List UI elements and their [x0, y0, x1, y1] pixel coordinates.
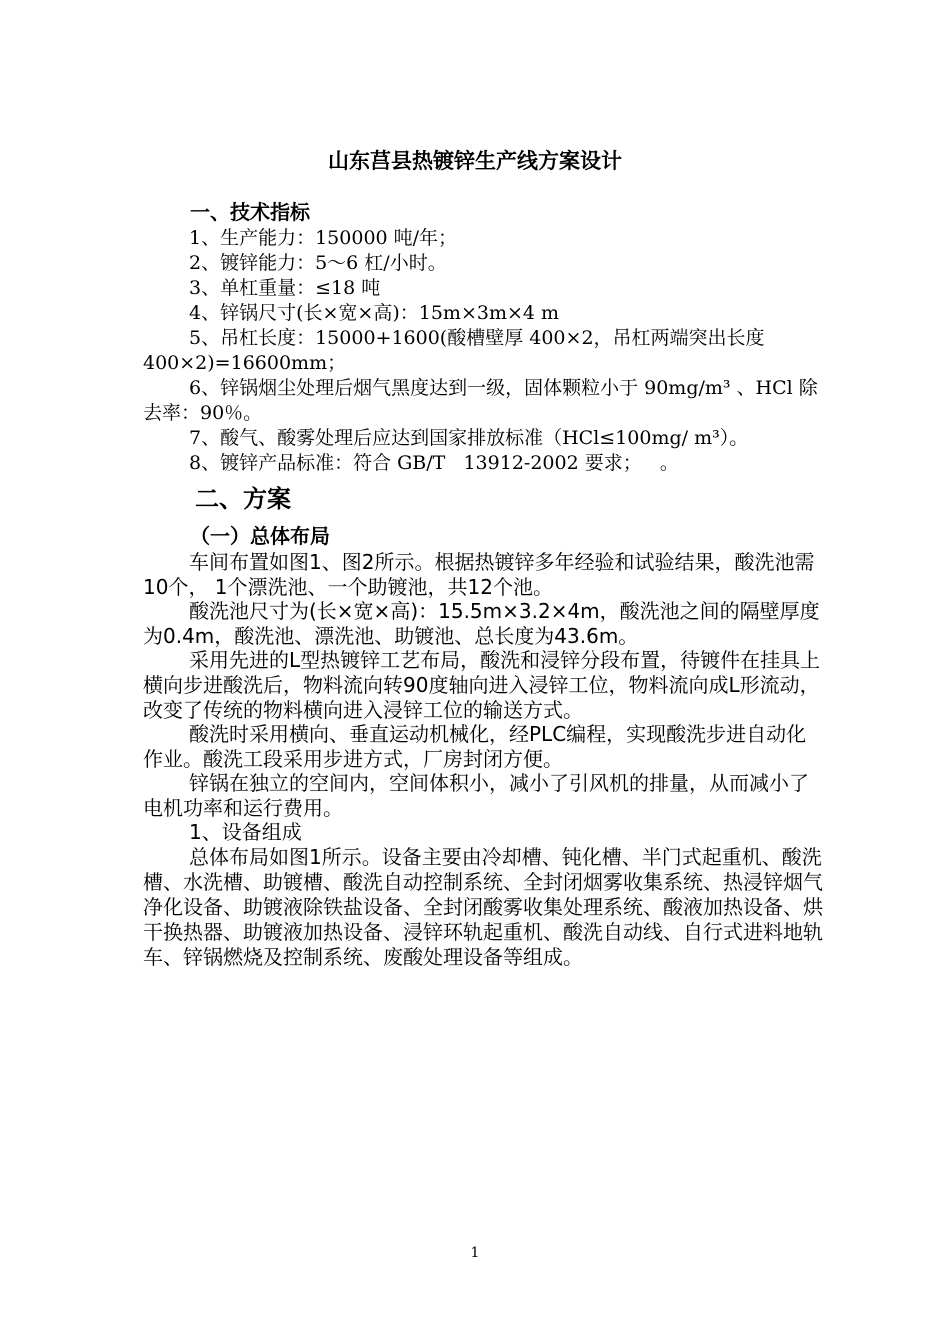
spec-item: 1、生产能力：150000 吨/年； — [189, 227, 458, 249]
body-paragraph: 车间布置如图1、图2所示。根据热镀锌多年经验和试验结果，酸洗池需10个， 1个漂洗池、一个助镀池，共12个池。 — [143, 550, 815, 599]
body-paragraph: 酸洗时采用横向、垂直运动机械化，经PLC编程，实现酸洗步进自动化作业。酸洗工段采用步进方式，厂房封闭方便。 — [143, 722, 807, 771]
body-paragraph: 酸洗池尺寸为(长×宽×高)：15.5m×3.2×4m，酸洗池之间的隔壁厚度为0.4m，酸洗池、漂洗池、助镀池、总长度为43.6m。 — [143, 599, 820, 648]
subsection-heading-overall-layout: （一）总体布局 — [190, 524, 330, 548]
spec-item: 8、镀锌产品标准：符合 GB/T 13912-2002 要求； 。 — [189, 452, 679, 474]
section-heading-technical-specs: 一、技术指标 — [190, 200, 310, 224]
spec-item: 7、酸气、酸雾处理后应达到国家排放标准（HCl≤100mg/ m³）。 — [189, 427, 749, 449]
spec-item: 5、吊杠长度：15000+1600(酸槽壁厚 400×2，吊杠两端突出长度 400×2)=16600mm； — [143, 327, 771, 374]
spec-item: 3、单杠重量：≤18 吨 — [189, 277, 381, 299]
spec-item: 6、锌锅烟尘处理后烟气黑度达到一级，固体颗粒小于 90mg/m³ 、HCl 除去率：90％。 — [143, 377, 818, 424]
body-paragraph: 总体布局如图1所示。设备主要由冷却槽、钝化槽、半门式起重机、酸洗槽、水洗槽、助镀槽、酸洗自动控制系统、全封闭烟雾收集系统、热浸锌烟气净化设备、助镀液除铁盐设备、全封闭酸雾收集处理系统、酸液加热设备、烘干换热器、助镀液加热设备、浸锌环轨起重机、酸洗自动线、自行式进料地轨车、锌锅燃烧及控制系统、废酸处理设备等组成。 — [143, 845, 823, 969]
page-number: 1 — [470, 1245, 480, 1261]
spec-item: 4、锌锅尺寸(长×宽×高)：15m×3m×4 m — [189, 302, 560, 324]
spec-item: 2、镀锌能力：5～6 杠/小时。 — [189, 252, 447, 274]
body-paragraph: 采用先进的L型热镀锌工艺布局，酸洗和浸锌分段布置，待镀件在挂具上横向步进酸洗后，物料流向转90度轴向进入浸锌工位，物料流向成L形流动，改变了传统的物料横向进入浸锌工位的输送方式。 — [143, 648, 821, 722]
body-paragraph: 锌锅在独立的空间内，空间体积小，减小了引风机的排量，从而减小了电机功率和运行费用。 — [143, 771, 809, 820]
subheading-equipment: 1、设备组成 — [189, 820, 302, 844]
section-heading-plan: 二、方案 — [195, 485, 291, 513]
page-title: 山东莒县热镀锌生产线方案设计 — [328, 149, 622, 173]
